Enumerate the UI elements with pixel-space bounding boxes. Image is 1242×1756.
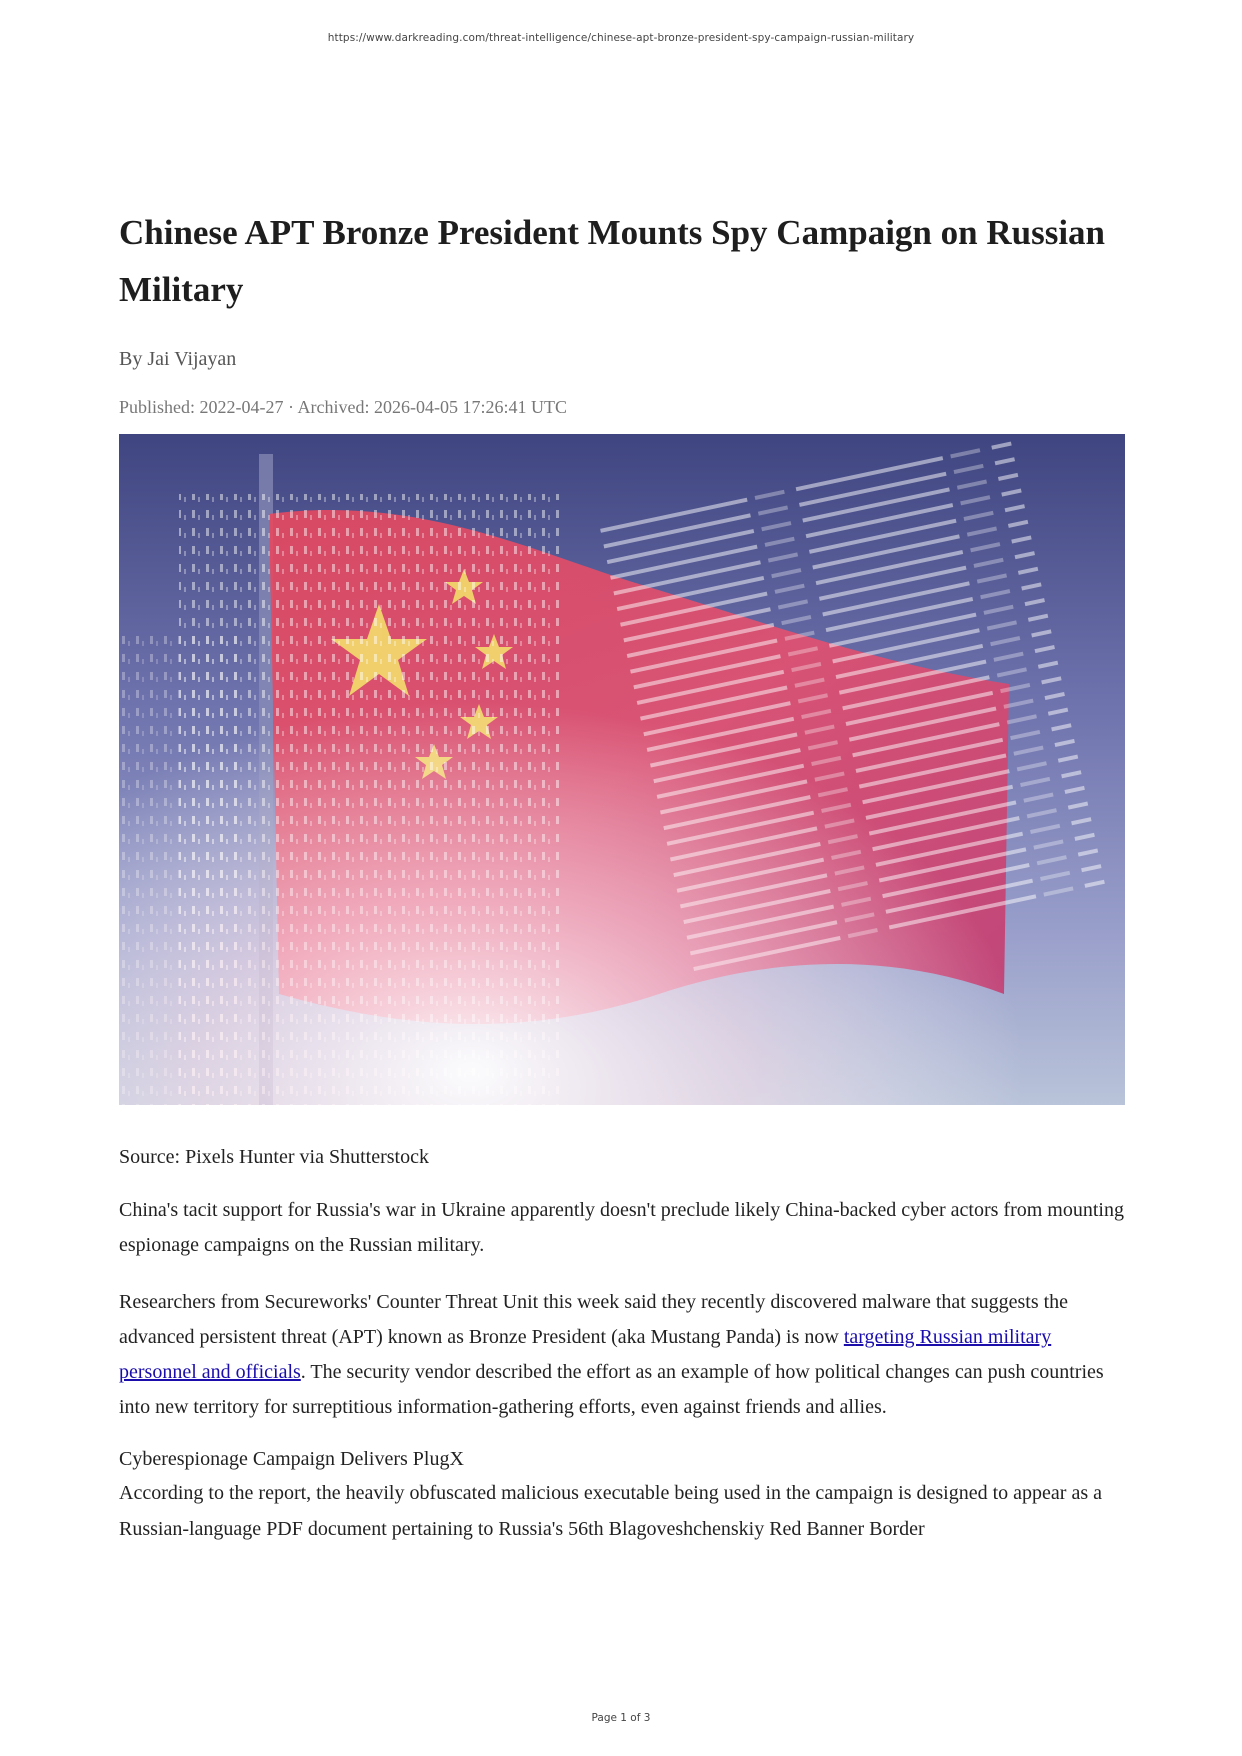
- section-heading: Cyberespionage Campaign Delivers PlugX: [119, 1448, 464, 1470]
- article-paragraph: According to the report, the heavily obfuscated malicious executable being used in the campaign is designed to appear as a Russian-language PDF document pertaining to Russia's 56th Blagoveshchenskiy Red Banner Border: [119, 1482, 1102, 1540]
- article-published-date: Published: 2022-04-27 · Archived: 2026-04-05 17:26:41 UTC: [119, 397, 567, 417]
- article-title: Chinese APT Bronze President Mounts Spy Campaign on Russian Military: [119, 213, 1106, 309]
- paragraph-text: Researchers from Secureworks' Counter Threat Unit this week said they recently discovered malware that suggests the advanced persistent threat (APT) known as Bronze President (aka Mustang Panda) is now: [119, 1291, 1069, 1348]
- image-caption: Source: Pixels Hunter via Shutterstock: [119, 1146, 429, 1168]
- article-byline: By Jai Vijayan: [119, 348, 237, 370]
- page-indicator: Page 1 of 3: [591, 1712, 651, 1724]
- article-paragraph: China's tacit support for Russia's war in Ukraine apparently doesn't preclude likely China-backed cyber actors from mounting espionage campaigns on the Russian military.: [119, 1199, 1124, 1256]
- paragraph-text: . The security vendor described the effort as an example of how political changes can push countries into new territory for surreptitious information-gathering efforts, even against friends and allies.: [119, 1361, 1104, 1418]
- hero-image: [119, 434, 1125, 1105]
- article-paragraph: [119, 1285, 1125, 1425]
- targeting-link[interactable]: targeting Russian military personnel and officials: [119, 1326, 1052, 1383]
- article: [119, 204, 1125, 1547]
- page-url: https://www.darkreading.com/threat-intelligence/chinese-apt-bronze-president-spy-campaign-russian-military: [327, 32, 915, 44]
